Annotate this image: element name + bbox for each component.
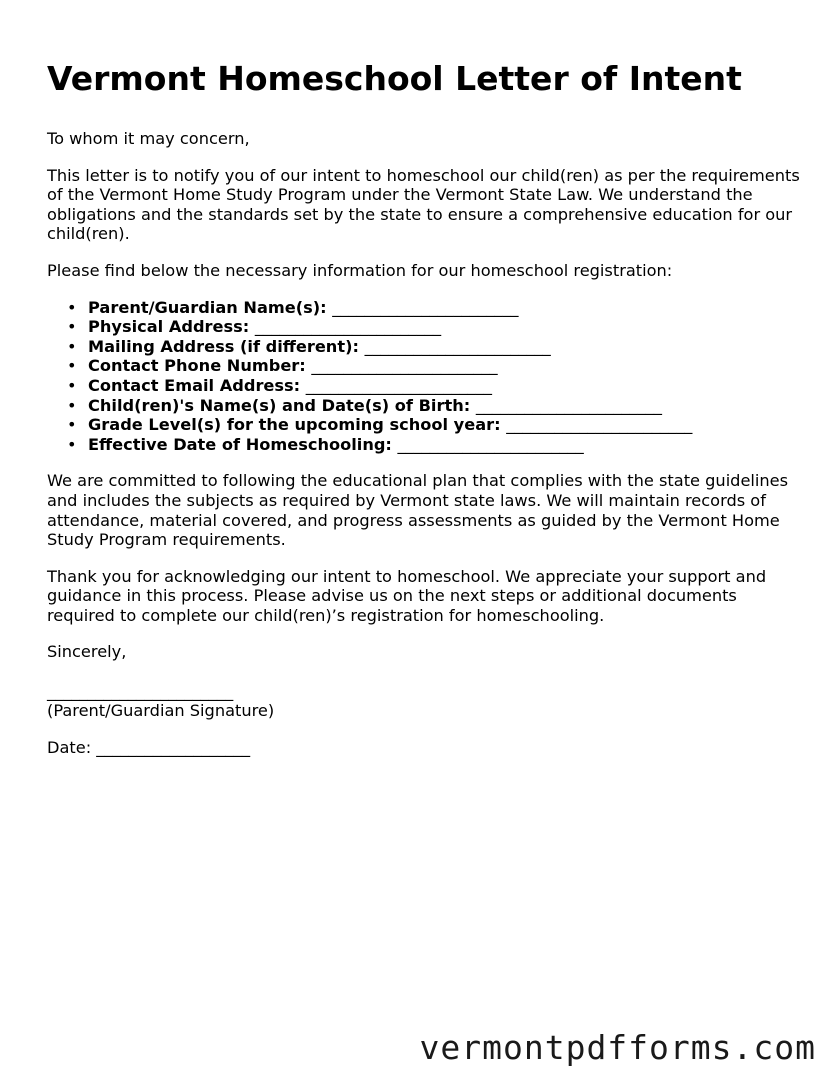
field-blank[interactable]: _______________________: [475, 395, 662, 415]
field-physical-address: [67, 317, 807, 337]
commitment-paragraph: We are committed to following the educational plan that complies with the state guidelines and includes the subjects as required by Vermont state laws. We will maintain records of attendance, material covered, and progress assessments as guided by the Vermont Home Study Program requirements.: [47, 471, 789, 550]
field-blank[interactable]: _______________________: [364, 336, 551, 356]
bullet-icon: •: [67, 375, 77, 395]
letter-page: [47, 58, 807, 774]
field-blank[interactable]: _______________________: [305, 375, 492, 395]
field-blank[interactable]: _______________________: [332, 297, 519, 317]
closing: Sincerely,: [47, 642, 127, 662]
info-lead-paragraph: Please find below the necessary information for our homeschool registration:: [47, 260, 673, 280]
field-mailing-address: [67, 336, 807, 357]
date-line[interactable]: Date: ___________________: [47, 737, 251, 757]
signature-caption: (Parent/Guardian Signature): [47, 701, 275, 721]
field-contact-phone: [67, 356, 807, 376]
field-label: Parent/Guardian Name(s):: [88, 297, 327, 317]
field-label: Effective Date of Homeschooling:: [88, 434, 392, 454]
bullet-icon: •: [67, 336, 77, 356]
signature-line[interactable]: _______________________: [47, 681, 234, 701]
field-blank[interactable]: _______________________: [506, 415, 693, 435]
field-label: Child(ren)'s Name(s) and Date(s) of Birth:: [88, 395, 471, 415]
bullet-icon: •: [67, 434, 77, 454]
bullet-icon: •: [67, 395, 77, 415]
field-label: Contact Email Address:: [88, 375, 301, 395]
field-children-names-dob: [67, 395, 807, 416]
site-watermark: vermontpdfforms.com: [419, 1028, 816, 1067]
salutation: To whom it may concern,: [47, 129, 250, 148]
bullet-icon: •: [67, 317, 77, 337]
bullet-icon: •: [67, 297, 77, 317]
field-grade-levels: [67, 415, 807, 435]
field-label: Contact Phone Number:: [88, 356, 306, 376]
field-blank[interactable]: _______________________: [254, 317, 442, 337]
field-effective-date: [67, 434, 807, 455]
document-title: Vermont Homeschool Letter of Intent: [47, 59, 742, 98]
intro-paragraph: This letter is to notify you of our intent to homeschool our child(ren) as per the requirements of the Vermont Home Study Program under the Vermont State Law. We understand the obligations and the standards set by the state to ensure a comprehensive education for our child(ren).: [47, 165, 800, 244]
spacer: [47, 662, 807, 682]
thanks-paragraph: Thank you for acknowledging our intent to homeschool. We appreciate your support and guidance in this process. Please advise us on the next steps or additional documents required to complete our child(ren)’s registration for homeschooling.: [47, 566, 767, 625]
field-contact-email: [67, 375, 807, 396]
field-label: Grade Level(s) for the upcoming school year:: [88, 415, 501, 435]
registration-fields-list: [47, 298, 807, 455]
field-label: Mailing Address (if different):: [88, 336, 359, 356]
bullet-icon: •: [67, 415, 77, 435]
field-label: Physical Address:: [88, 317, 250, 337]
field-blank[interactable]: _______________________: [397, 434, 584, 454]
signature-block: [47, 682, 807, 721]
field-parent-guardian-names: [67, 297, 807, 318]
field-blank[interactable]: _______________________: [311, 356, 498, 376]
bullet-icon: •: [67, 356, 77, 376]
